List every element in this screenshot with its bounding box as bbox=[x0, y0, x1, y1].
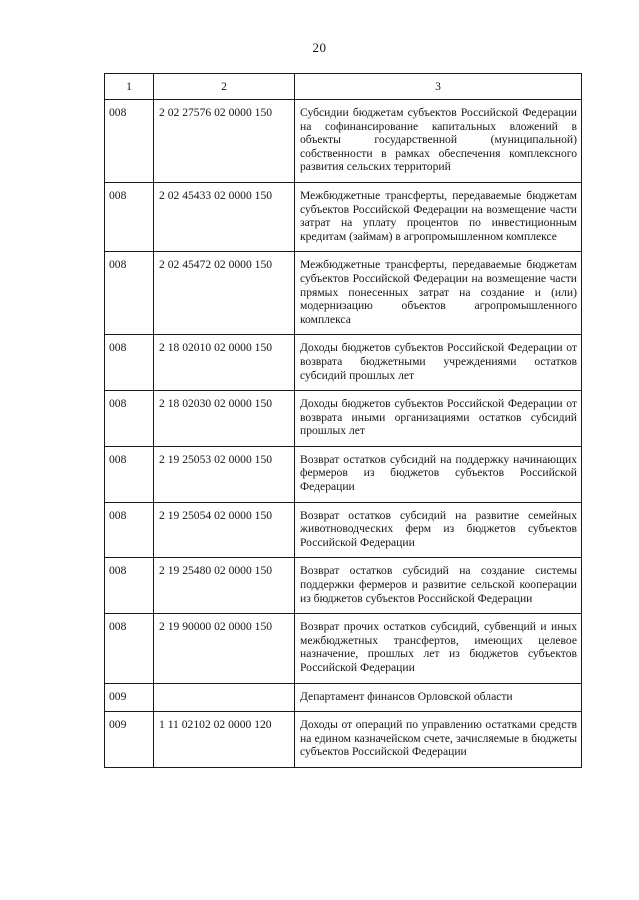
admin-code-cell: 008 bbox=[105, 446, 154, 502]
description-cell: Доходы от операций по управлению остатками средств на едином казначейском счете, зачисляемые в бюджеты субъектов Российской Федерации bbox=[295, 712, 582, 768]
admin-code-cell: 008 bbox=[105, 335, 154, 391]
table-row bbox=[105, 252, 582, 335]
kbk-code-cell: 2 19 25053 02 0000 150 bbox=[154, 446, 295, 502]
admin-code-cell: 009 bbox=[105, 712, 154, 768]
column-header-2: 2 bbox=[154, 74, 295, 100]
description-cell: Межбюджетные трансферты, передаваемые бюджетам субъектов Российской Федерации на возмещение части прямых понесенных затрат на создание и (или) модернизацию объектов агропромышленного комплекса bbox=[295, 252, 582, 335]
description-cell: Возврат остатков субсидий на развитие семейных животноводческих ферм из бюджетов субъектов Российской Федерации bbox=[295, 502, 582, 558]
description-cell: Департамент финансов Орловской области bbox=[295, 683, 582, 712]
column-header-1: 1 bbox=[105, 74, 154, 100]
table-row bbox=[105, 502, 582, 558]
kbk-code-cell bbox=[154, 683, 295, 712]
kbk-code-cell: 2 18 02030 02 0000 150 bbox=[154, 391, 295, 447]
kbk-code-cell: 2 02 45472 02 0000 150 bbox=[154, 252, 295, 335]
admin-code-cell: 008 bbox=[105, 502, 154, 558]
revenue-codes-table bbox=[104, 73, 582, 768]
admin-code-cell: 008 bbox=[105, 100, 154, 183]
admin-code-cell: 008 bbox=[105, 252, 154, 335]
table-row bbox=[105, 446, 582, 502]
kbk-code-cell: 2 19 90000 02 0000 150 bbox=[154, 614, 295, 683]
description-cell: Возврат остатков субсидий на создание системы поддержки фермеров и развитие сельской кооперации из бюджетов субъектов Российской Федерации bbox=[295, 558, 582, 614]
table-row bbox=[105, 182, 582, 251]
admin-code-cell: 008 bbox=[105, 614, 154, 683]
table-row bbox=[105, 558, 582, 614]
admin-code-cell: 008 bbox=[105, 182, 154, 251]
column-header-3: 3 bbox=[295, 74, 582, 100]
description-cell: Доходы бюджетов субъектов Российской Федерации от возврата бюджетными учреждениями остатков субсидий прошлых лет bbox=[295, 335, 582, 391]
table-row bbox=[105, 683, 582, 712]
table-row bbox=[105, 391, 582, 447]
description-cell: Возврат остатков субсидий на поддержку начинающих фермеров из бюджетов субъектов Российской Федерации bbox=[295, 446, 582, 502]
admin-code-cell: 009 bbox=[105, 683, 154, 712]
kbk-code-cell: 1 11 02102 02 0000 120 bbox=[154, 712, 295, 768]
description-cell: Межбюджетные трансферты, передаваемые бюджетам субъектов Российской Федерации на возмещение части затрат на уплату процентов по инвестиционным кредитам (займам) в агропромышленном комплексе bbox=[295, 182, 582, 251]
description-cell: Доходы бюджетов субъектов Российской Федерации от возврата иными организациями остатков субсидий прошлых лет bbox=[295, 391, 582, 447]
admin-code-cell: 008 bbox=[105, 558, 154, 614]
kbk-code-cell: 2 19 25480 02 0000 150 bbox=[154, 558, 295, 614]
kbk-code-cell: 2 19 25054 02 0000 150 bbox=[154, 502, 295, 558]
table-row bbox=[105, 614, 582, 683]
table-row bbox=[105, 712, 582, 768]
table-header-row bbox=[105, 74, 582, 100]
description-cell: Субсидии бюджетам субъектов Российской Федерации на софинансирование капитальных вложений в объекты государственной (муниципальной) собственности в рамках обеспечения комплексного развития сельских территорий bbox=[295, 100, 582, 183]
table-row bbox=[105, 335, 582, 391]
kbk-code-cell: 2 02 45433 02 0000 150 bbox=[154, 182, 295, 251]
admin-code-cell: 008 bbox=[105, 391, 154, 447]
page-number: 20 bbox=[312, 40, 327, 55]
kbk-code-cell: 2 02 27576 02 0000 150 bbox=[154, 100, 295, 183]
table-row bbox=[105, 100, 582, 183]
kbk-code-cell: 2 18 02010 02 0000 150 bbox=[154, 335, 295, 391]
description-cell: Возврат прочих остатков субсидий, субвенций и иных межбюджетных трансфертов, имеющих целевое назначение, прошлых лет из бюджетов субъектов Российской Федерации bbox=[295, 614, 582, 683]
